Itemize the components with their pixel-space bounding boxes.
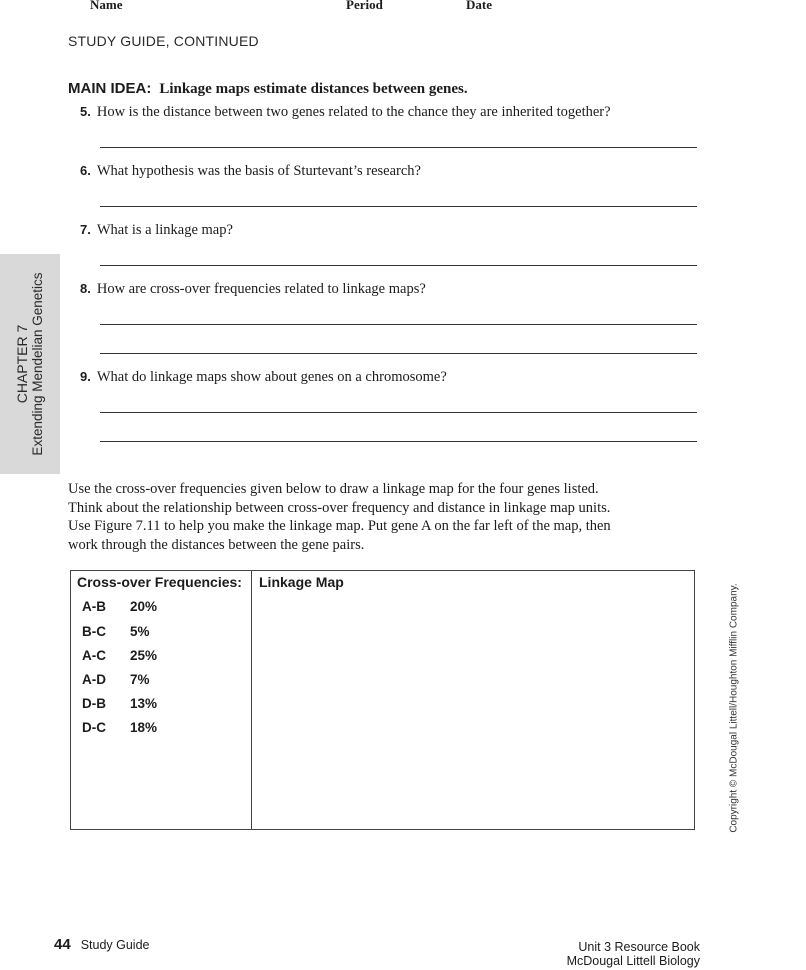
main-idea <box>68 80 468 98</box>
copyright-notice: Copyright © McDougal Littell/Houghton Mifflin Company. <box>728 583 740 833</box>
question-8 <box>80 281 426 298</box>
instructions-line: work through the distances between the gene pairs. <box>68 536 365 553</box>
answer-line-9b[interactable] <box>100 441 697 442</box>
freq-value: 13% <box>130 696 158 711</box>
freq-value: 20% <box>130 599 158 614</box>
freq-row <box>82 672 150 687</box>
freq-pair: A-C <box>82 648 106 663</box>
freq-pair: A-D <box>82 672 106 687</box>
question-text: How is the distance between two genes related to the chance they are inherited together? <box>96 104 611 120</box>
chapter-side-label <box>14 272 46 455</box>
question-number: 5. <box>80 104 91 119</box>
freq-row <box>82 624 150 639</box>
table-divider <box>251 570 252 830</box>
question-text: What do linkage maps show about genes on a chromosome? <box>96 369 447 385</box>
instructions-line: Use the cross-over frequencies given below to draw a linkage map for the four genes listed. <box>68 481 599 497</box>
answer-line-5[interactable] <box>100 147 697 148</box>
footer-left <box>54 936 149 954</box>
freq-pair: B-C <box>82 624 106 639</box>
question-number: 9. <box>80 369 91 384</box>
question-6 <box>80 163 421 180</box>
footer-right <box>567 940 700 968</box>
date-label: Date <box>466 0 492 12</box>
name-label: Name <box>90 0 123 12</box>
question-7 <box>80 222 233 239</box>
chapter-title: Extending Mendelian Genetics <box>30 272 45 456</box>
main-idea-label: MAIN IDEA: <box>68 80 152 97</box>
freq-row <box>82 648 157 663</box>
answer-line-8a[interactable] <box>100 324 697 325</box>
main-idea-text: Linkage maps estimate distances between genes. <box>159 81 468 97</box>
instructions-paragraph <box>68 480 648 554</box>
freq-row <box>82 720 157 735</box>
freq-value: 5% <box>130 624 150 639</box>
page-number: 44 <box>54 936 71 953</box>
freq-value: 7% <box>130 672 150 687</box>
question-9 <box>80 369 447 386</box>
freq-pair: A-B <box>82 599 106 614</box>
question-text: What hypothesis was the basis of Sturtevant’s research? <box>96 163 421 179</box>
answer-line-8b[interactable] <box>100 353 697 354</box>
question-number: 6. <box>80 163 91 178</box>
question-text: How are cross-over frequencies related to linkage maps? <box>96 281 426 297</box>
page-name: Study Guide <box>80 938 150 952</box>
linkage-map-drawing-area[interactable] <box>253 596 693 828</box>
freq-row <box>82 599 157 614</box>
instructions-line: Use Figure 7.11 to help you make the linkage map. Put gene A on the far left of the map, then <box>68 518 611 534</box>
instructions-line: Think about the relationship between cross-over frequency and distance in linkage map units. <box>68 499 611 516</box>
period-label: Period <box>346 0 383 12</box>
answer-line-7[interactable] <box>100 265 697 266</box>
freq-value: 25% <box>130 648 158 663</box>
question-number: 8. <box>80 281 91 296</box>
question-number: 7. <box>80 222 91 237</box>
question-text: What is a linkage map? <box>96 222 233 238</box>
question-5 <box>80 104 611 121</box>
freq-header: Cross-over Frequencies: <box>77 574 242 590</box>
answer-line-9a[interactable] <box>100 412 697 413</box>
freq-pair: D-B <box>82 696 106 711</box>
section-title: STUDY GUIDE, CONTINUED <box>68 33 259 49</box>
freq-row <box>82 696 157 711</box>
linkage-map-header: Linkage Map <box>259 574 344 590</box>
answer-line-6[interactable] <box>100 206 697 207</box>
book-publisher: McDougal Littell Biology <box>566 954 700 968</box>
book-title: Unit 3 Resource Book <box>578 940 700 954</box>
chapter-number: CHAPTER 7 <box>14 324 30 404</box>
freq-value: 18% <box>130 720 158 735</box>
freq-pair: D-C <box>82 720 106 735</box>
